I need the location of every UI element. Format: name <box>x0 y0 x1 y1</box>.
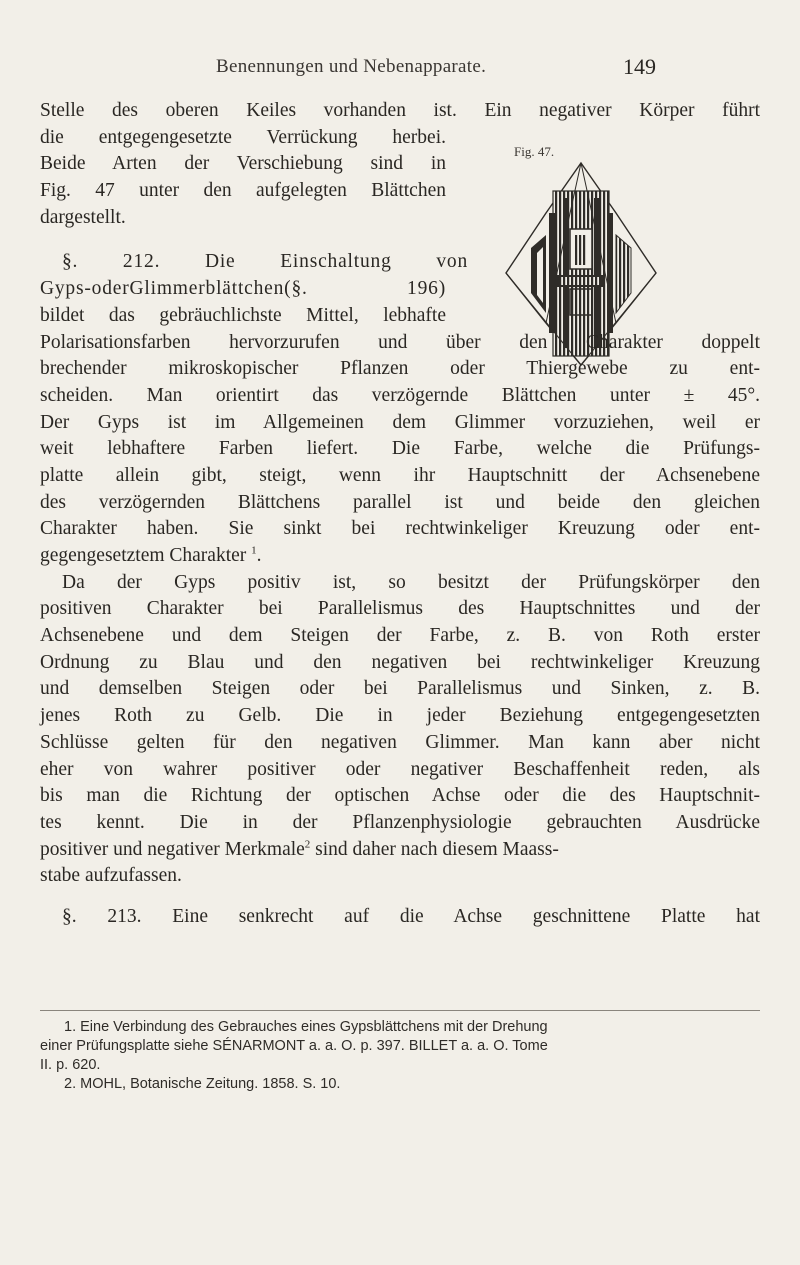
text-line: dargestellt. <box>40 206 126 228</box>
page-number: 149 <box>623 54 656 79</box>
text-line: weit lebhaftere Farben liefert. Die Farbe, welche die Prüfungs- <box>40 438 760 460</box>
text-line: die entgegengesetzte Verrückung herbei. <box>40 126 446 148</box>
text-line: Charakter haben. Sie sinkt bei rechtwinkeliger Kreuzung oder ent- <box>40 518 760 540</box>
text-line: eher von wahrer positiver oder negativer Beschaffenheit reden, als <box>40 758 760 780</box>
section-heading: §. 213. Eine senkrecht auf die Achse geschnittene Platte hat <box>62 905 760 927</box>
body-text <box>40 98 760 931</box>
text-line: bis man die Richtung der optischen Achse oder die des Hauptschnit- <box>40 785 760 807</box>
text-line: Fig. 47 unter den aufgelegten Blättchen <box>40 180 446 202</box>
text-line: brechender mikroskopischer Pflanzen oder Thiergewebe zu ent- <box>40 358 760 380</box>
text-line: jenes Roth zu Gelb. Die in jeder Beziehung entgegengesetzten <box>40 705 760 727</box>
footnote-rule <box>40 1010 760 1011</box>
footnote: einer Prüfungsplatte siehe SÉNARMONT a. a. O. p. 397. BILLET a. a. O. Tome <box>40 1038 548 1054</box>
text-line: stabe aufzufassen. <box>40 865 182 887</box>
text-line: bildet das gebräuchlichste Mittel, lebhafte <box>40 304 446 326</box>
section-heading: §. 212. Die Einschaltung von <box>62 251 468 273</box>
text-line: positiver und negativer Merkmale$^2$ sind daher nach diesem Maass- <box>40 838 559 860</box>
text-line: Ordnung zu Blau und den negativen bei rechtwinkeliger Kreuzung <box>40 651 760 673</box>
running-title: Benennungen und Nebenapparate. <box>216 56 487 77</box>
footnote: II. p. 620. <box>40 1057 101 1073</box>
text-line: tes kennt. Die in der Pflanzenphysiologie gebrauchten Ausdrücke <box>40 811 760 833</box>
text-line: und demselben Steigen oder bei Parallelismus und Sinken, z. B. <box>40 678 760 700</box>
footnote: 1. Eine Verbindung des Gebrauches eines Gypsblättchens mit der Drehung <box>64 1019 548 1035</box>
text-line: Stelle des oberen Keiles vorhanden ist. Ein negativer Körper führt <box>40 100 760 121</box>
text-line: Polarisationsfarben hervorzurufen und über den Charakter doppelt <box>40 331 760 353</box>
running-header <box>0 56 800 86</box>
text-line: gegengesetztem Charakter $^1$. <box>40 544 262 566</box>
text-line: des verzögernden Blättchens parallel ist und beide den gleichen <box>40 491 760 513</box>
text-line: positiven Charakter bei Parallelismus des Hauptschnittes und der <box>40 598 760 620</box>
text-line: Gyps-oderGlimmerblättchen(§. 196) <box>40 278 446 300</box>
text-line: Achsenebene und dem Steigen der Farbe, z. B. von Roth erster <box>40 625 760 647</box>
figure-label: Fig. 47. <box>514 144 555 159</box>
footnote: 2. MOHL, Botanische Zeitung. 1858. S. 10. <box>64 1076 341 1092</box>
footnote-ref: 1 <box>251 544 257 557</box>
text-line: Schlüsse gelten für den negativen Glimmer. Man kann aber nicht <box>40 731 760 753</box>
text-line: Beide Arten der Verschiebung sind in <box>40 153 446 175</box>
text-line: Da der Gyps positiv ist, so besitzt der Prüfungskörper den <box>62 571 760 593</box>
text-line: scheiden. Man orientirt das verzögernde Blättchen unter ± 45°. <box>40 384 760 406</box>
text-line: Der Gyps ist im Allgemeinen dem Glimmer vorzuziehen, weil er <box>40 411 760 433</box>
text-line: platte allein gibt, steigt, wenn ihr Hauptschnitt der Achsenebene <box>40 464 760 486</box>
footnote-ref: 2 <box>304 838 311 851</box>
footnotes <box>40 1018 760 1094</box>
